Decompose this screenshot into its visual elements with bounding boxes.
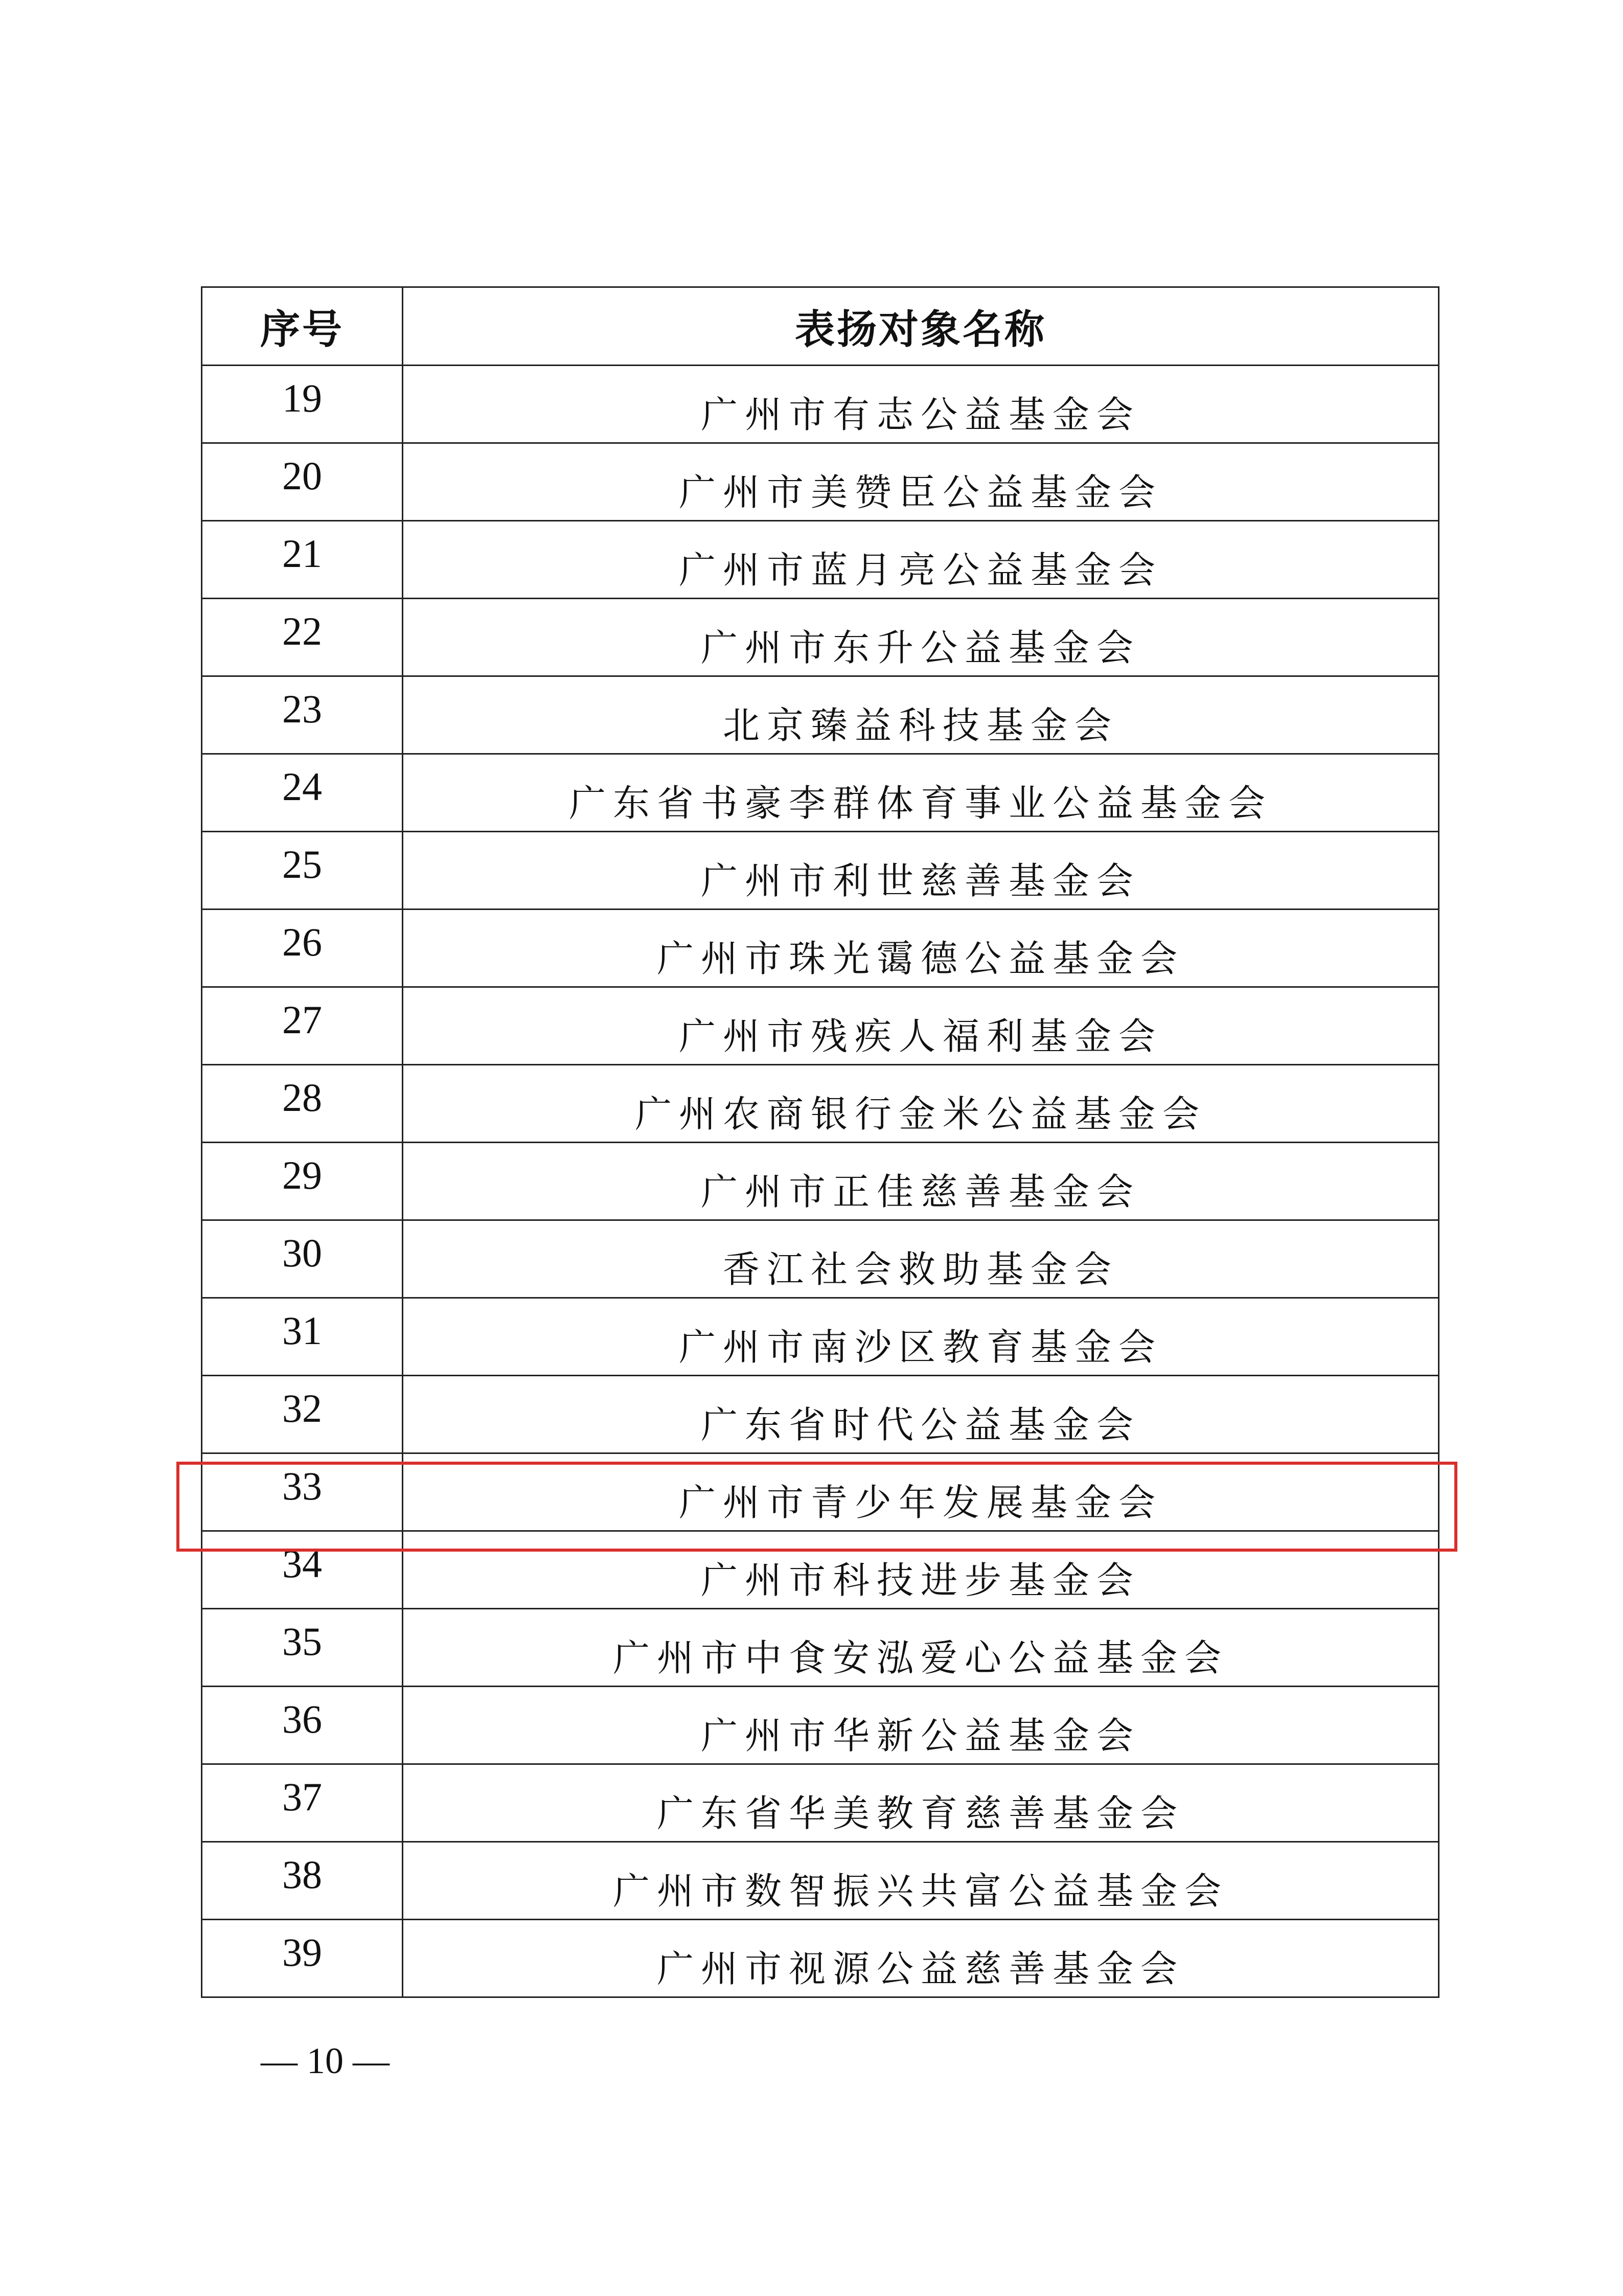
- row-number: 30: [202, 1221, 403, 1297]
- table-row: [202, 444, 1439, 521]
- table-row: [202, 1143, 1439, 1221]
- row-number: 23: [202, 677, 403, 753]
- row-number: 27: [202, 988, 403, 1064]
- table-row: [202, 1765, 1439, 1843]
- row-number: 24: [202, 755, 403, 831]
- table-row: [202, 832, 1439, 910]
- row-number: 37: [202, 1765, 403, 1841]
- table-row: [202, 677, 1439, 755]
- header-number: 序号: [202, 288, 403, 365]
- table-header-row: [202, 288, 1439, 366]
- row-number: 26: [202, 910, 403, 986]
- table-row: [202, 366, 1439, 444]
- row-number: 22: [202, 599, 403, 675]
- row-number: 35: [202, 1609, 403, 1686]
- table-row: [202, 1065, 1439, 1143]
- row-number: 21: [202, 521, 403, 598]
- table-row: [202, 1532, 1439, 1609]
- page-number: — 10 —: [261, 2040, 390, 2081]
- row-name: 广州市青少年发展基金会: [403, 1454, 1439, 1530]
- row-name: 广州市南沙区教育基金会: [403, 1299, 1439, 1375]
- table-row: [202, 910, 1439, 988]
- table-row: [202, 1299, 1439, 1376]
- row-name: 广州市蓝月亮公益基金会: [403, 521, 1439, 598]
- table-row: [202, 988, 1439, 1065]
- row-name: 香江社会救助基金会: [403, 1221, 1439, 1297]
- row-name: 广州市美赞臣公益基金会: [403, 444, 1439, 520]
- table-row: [202, 521, 1439, 599]
- row-name: 北京臻益科技基金会: [403, 677, 1439, 753]
- table-row: [202, 755, 1439, 832]
- row-name: 广州市华新公益基金会: [403, 1687, 1439, 1763]
- row-name: 广州市正佳慈善基金会: [403, 1143, 1439, 1219]
- row-number: 19: [202, 366, 403, 442]
- row-name: 广州市东升公益基金会: [403, 599, 1439, 675]
- row-name: 广州市数智振兴共富公益基金会: [403, 1843, 1439, 1919]
- row-name: 广州市残疾人福利基金会: [403, 988, 1439, 1064]
- row-name: 广东省书豪李群体育事业公益基金会: [403, 755, 1439, 831]
- row-name: 广州市利世慈善基金会: [403, 832, 1439, 908]
- row-number: 29: [202, 1143, 403, 1219]
- table-row: [202, 599, 1439, 677]
- table-row: [202, 1843, 1439, 1920]
- table-row: [202, 1687, 1439, 1765]
- row-name: 广州市中食安泓爱心公益基金会: [403, 1609, 1439, 1686]
- row-name: 广东省时代公益基金会: [403, 1376, 1439, 1452]
- row-name: 广东省华美教育慈善基金会: [403, 1765, 1439, 1841]
- row-number: 20: [202, 444, 403, 520]
- row-number: 25: [202, 832, 403, 908]
- row-number: 34: [202, 1532, 403, 1608]
- table-row: [202, 1609, 1439, 1687]
- row-name: 广州农商银行金米公益基金会: [403, 1065, 1439, 1142]
- row-name: 广州市有志公益基金会: [403, 366, 1439, 442]
- header-name: 表扬对象名称: [403, 288, 1439, 365]
- table-row: [202, 1454, 1439, 1532]
- table-row: [202, 1376, 1439, 1454]
- row-number: 33: [202, 1454, 403, 1530]
- row-number: 39: [202, 1920, 403, 1996]
- commendation-table: [201, 286, 1439, 1998]
- row-name: 广州市科技进步基金会: [403, 1532, 1439, 1608]
- row-name: 广州市珠光霭德公益基金会: [403, 910, 1439, 986]
- table-row: [202, 1920, 1439, 1998]
- table-row: [202, 1221, 1439, 1299]
- row-number: 28: [202, 1065, 403, 1142]
- row-name: 广州市视源公益慈善基金会: [403, 1920, 1439, 1996]
- row-number: 36: [202, 1687, 403, 1763]
- row-number: 32: [202, 1376, 403, 1452]
- row-number: 31: [202, 1299, 403, 1375]
- row-number: 38: [202, 1843, 403, 1919]
